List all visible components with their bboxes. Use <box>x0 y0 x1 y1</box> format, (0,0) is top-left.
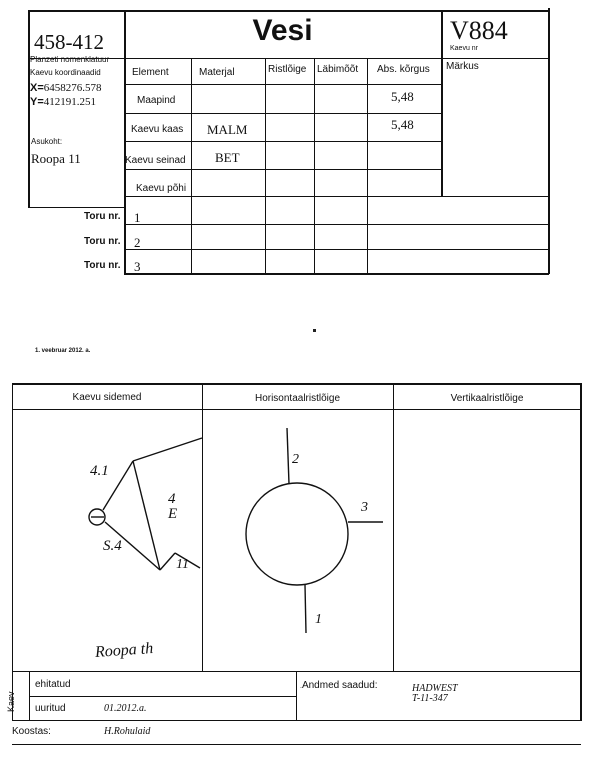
row-element: Kaevu põhi <box>136 183 187 194</box>
pipe-number: 2 <box>134 235 141 250</box>
data-source-line-1: HADWEST <box>412 683 458 694</box>
sketch-label-bottom: S.4 <box>103 538 122 554</box>
col-notes: Märkus <box>446 61 479 72</box>
location-value: Roopa 11 <box>31 151 81 166</box>
well-label: Kaevu nr <box>450 45 479 52</box>
row-material: BET <box>215 150 240 165</box>
sketch-label-11: 11 <box>176 557 189 572</box>
pipe-number: 1 <box>134 210 141 225</box>
built-label: ehitatud <box>35 679 71 690</box>
pipe-label: Toru nr. <box>84 236 121 247</box>
pipe-label: Toru nr. <box>84 211 121 222</box>
pipe-number: 3 <box>134 259 141 274</box>
row-element: Kaevu seinad <box>125 155 186 166</box>
sketch-label-top: 4.1 <box>90 463 109 479</box>
plan-label: Planzeti nomenklatuur <box>30 55 110 64</box>
col-abs-height: Abs. kõrgus <box>377 64 430 75</box>
y-value: 412191.251 <box>43 96 97 108</box>
data-source-label-text: Andmed saadud: <box>301 680 378 691</box>
surveyed-label: uuritud <box>35 703 66 714</box>
y-prefix: Y= <box>30 96 44 108</box>
col-element: Element <box>132 67 169 78</box>
section-horizontal: Horisontaalristlõige <box>254 393 341 404</box>
pipe-3-label: 3 <box>361 500 368 515</box>
section-connections: Kaevu sidemed <box>72 392 142 403</box>
sketch-label-roopa: Roopa th <box>94 639 154 662</box>
well-id: V884 <box>450 16 508 45</box>
data-source-line-2: T-11-347 <box>412 693 448 704</box>
plan-number: 458-412 <box>34 30 104 54</box>
col-diameter: Läbimõõt <box>317 64 359 75</box>
x-prefix: X= <box>30 82 44 94</box>
data-source-label: .Andmed saadud: <box>300 680 378 691</box>
x-value: 6458276.578 <box>43 82 102 94</box>
pipe-2-label: 2 <box>292 452 299 467</box>
sketch-label-mid: 4 E <box>168 491 178 522</box>
page-title: Vesi <box>252 14 313 47</box>
compiled-value: H.Rohulaid <box>104 726 151 737</box>
row-material: MALM <box>207 122 248 137</box>
kaev-label-text: Kaev <box>6 691 16 712</box>
location-label: Asukoht: <box>31 137 63 146</box>
col-material: Materjal <box>199 67 235 78</box>
data-source-value <box>412 684 458 704</box>
pipe-1-label: 1 <box>315 612 322 627</box>
col-cross-section: Ristlõige <box>268 64 307 75</box>
compiled-label: Koostas: <box>12 726 51 737</box>
row-element: Kaevu kaas <box>131 124 184 135</box>
surveyed-value: 01.2012.a. <box>104 703 147 714</box>
row-element: Maapind <box>137 95 176 106</box>
row-height: 5,48 <box>391 89 414 104</box>
pipe-label: Toru nr. <box>84 260 121 271</box>
coord-label: Kaevu koordinaadid <box>30 68 101 77</box>
row-height: 5,48 <box>391 117 414 132</box>
date-text: 1. veebruar 2012. a. <box>35 348 91 354</box>
section-vertical: Vertikaalristlõige <box>450 393 524 404</box>
